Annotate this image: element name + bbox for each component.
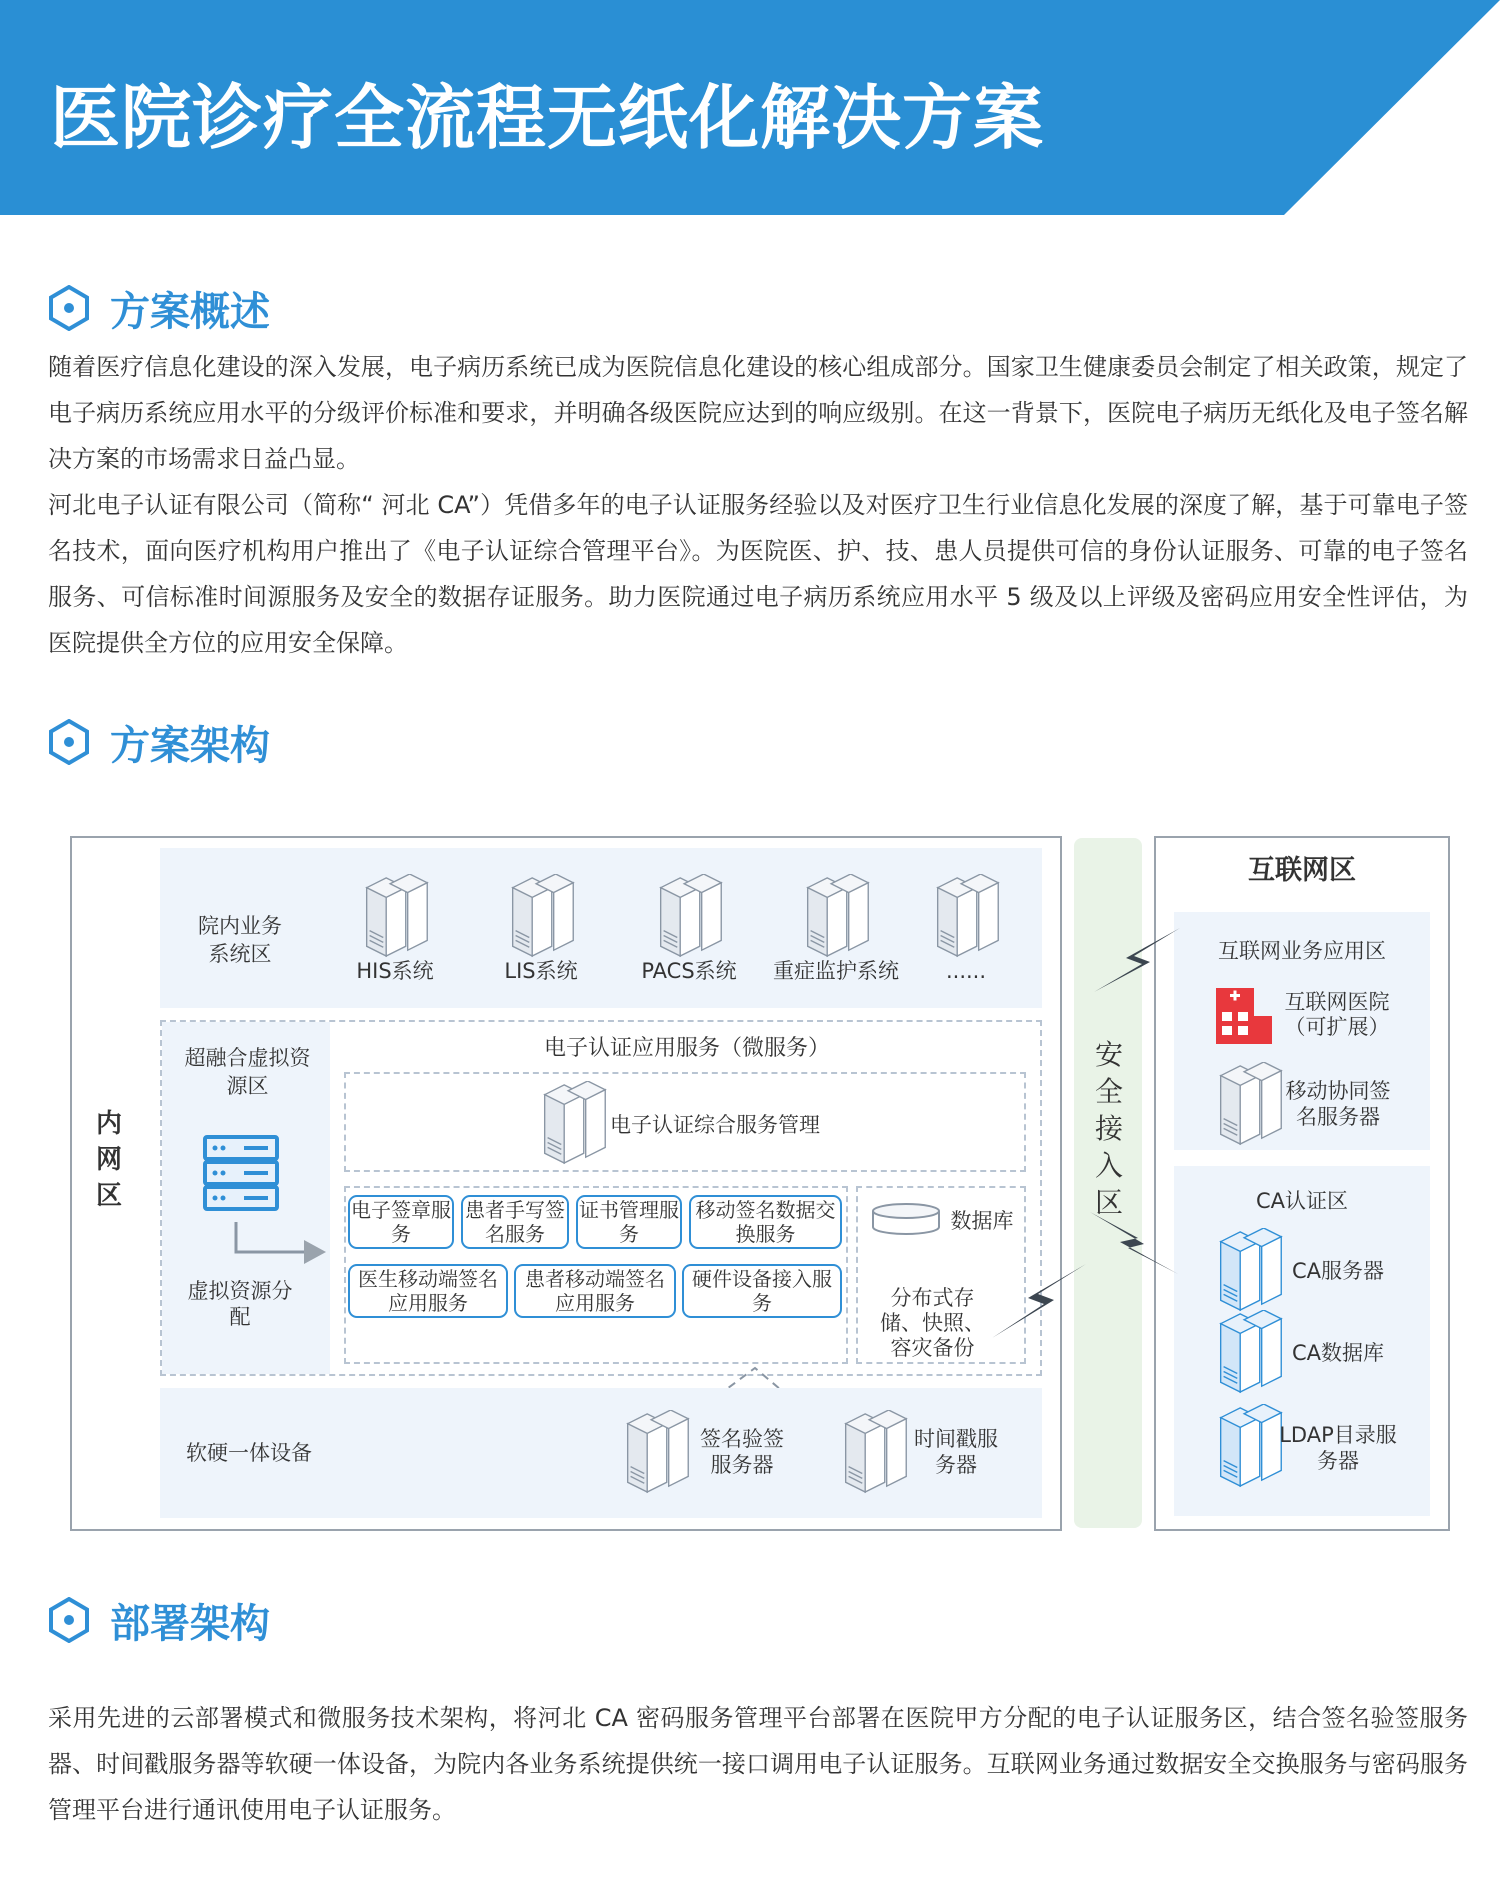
page-title: 医院诊疗全流程无纸化解决方案	[50, 77, 1044, 159]
device-timestamp: 时间戳服务器	[914, 1427, 998, 1477]
header-banner	[0, 0, 1500, 215]
mobile-sign-server-label: 移动协同签名服务器	[1285, 1079, 1391, 1129]
system-more: ......	[945, 959, 987, 983]
db-desc: 分布式存储、快照、容灾备份	[880, 1286, 985, 1360]
virtual-zone-label: 超融合虚拟资源区	[184, 1046, 311, 1098]
lightning-bolt-icon	[988, 1262, 1088, 1342]
his-server-icon	[360, 874, 430, 958]
hexagon-icon	[48, 285, 90, 331]
system-pacs: PACS系统	[641, 959, 737, 983]
ca-server-icon	[1214, 1228, 1284, 1312]
system-lis: LIS系统	[504, 959, 578, 983]
db-label: 数据库	[950, 1209, 1014, 1233]
system-his: HIS系统	[356, 959, 434, 983]
ca-database-icon	[1214, 1310, 1284, 1394]
section-overview-title: 方案概述	[110, 288, 270, 335]
service-patient-handwriting: 患者手写签名服务	[461, 1195, 569, 1249]
database-icon	[870, 1202, 942, 1236]
mobile-sign-server-icon	[1214, 1062, 1284, 1146]
ca-database-label: CA数据库	[1291, 1341, 1385, 1365]
service-mobile-exchange: 移动签名数据交换服务	[689, 1195, 842, 1249]
more-server-icon	[931, 874, 1001, 958]
architecture-diagram	[70, 836, 1450, 1531]
overview-paragraph-1: 随着医疗信息化建设的深入发展，电子病历系统已成为医院信息化建设的核心组成部分。国家卫生健康委员会制定了相关政策，规定了电子病历系统应用水平的分级评价标准和要求，并明确各级医院应达到的响应级别。在这一背景下，医院电子病历无纸化及电子签名解决方案的市场需求日益凸显。	[48, 353, 1468, 473]
ldap-server-label: LDAP目录服务器	[1279, 1423, 1397, 1473]
section-architecture-title: 方案架构	[110, 722, 270, 769]
ca-auth-zone-label: CA认证区	[1255, 1189, 1349, 1213]
pacs-server-icon	[654, 874, 724, 958]
timestamp-server-icon	[839, 1410, 909, 1494]
lightning-bolt-icon	[1088, 1208, 1180, 1278]
overview-paragraph-2: 河北电子认证有限公司（简称“ 河北 CA”）凭借多年的电子认证服务经验以及对医疗卫生行业信息化发展的深度了解，基于可靠电子签名技术，面向医疗机构用户推出了《电子认证综合管理平台》。为医院医、护、技、患人员提供可信的身份认证服务、可靠的电子签名服务、可信标准时间源服务及安全的数据存证服务。助力医院通过电子病历系统应用水平 5 级及以上评级及密码应用安全性评估，为医院提供全方位的应用安全保障。	[48, 491, 1468, 657]
business-systems-zone	[160, 848, 1042, 1008]
allocation-arrow-icon	[232, 1220, 332, 1272]
internet-hospital-label: 互联网医院（可扩展）	[1284, 990, 1390, 1039]
virtual-alloc-label: 虚拟资源分配	[187, 1279, 293, 1329]
service-e-seal: 电子签章服务	[348, 1195, 454, 1249]
section-deployment-header	[48, 1590, 270, 1650]
ca-server-label: CA服务器	[1291, 1259, 1385, 1283]
server-rack-icon	[202, 1134, 280, 1212]
security-zone-label: 安全接入区	[1094, 1038, 1123, 1219]
mgmt-server-icon	[538, 1081, 608, 1165]
hospital-icon	[1214, 988, 1274, 1044]
system-icu: 重症监护系统	[773, 959, 899, 983]
icu-server-icon	[801, 874, 871, 958]
section-deployment-title: 部署架构	[110, 1600, 270, 1647]
internet-app-zone-label: 互联网业务应用区	[1218, 939, 1386, 963]
business-zone-label: 院内业务系统区	[198, 914, 282, 966]
section-architecture-header	[48, 712, 270, 772]
sign-verify-server-icon	[621, 1410, 691, 1494]
hardware-zone-label: 软硬一体设备	[186, 1441, 312, 1465]
service-doctor-mobile-sign: 医生移动端签名应用服务	[348, 1264, 508, 1318]
ca-mgmt-label: 电子认证综合服务管理	[610, 1113, 820, 1137]
service-cert-mgmt: 证书管理服务	[576, 1195, 682, 1249]
ca-app-title: 电子认证应用服务（微服务）	[543, 1036, 830, 1061]
device-sign-verify: 签名验签服务器	[700, 1427, 784, 1477]
ldap-server-icon	[1214, 1404, 1284, 1488]
section-overview-header	[48, 278, 270, 338]
service-hardware-access: 硬件设备接入服务	[682, 1264, 842, 1318]
hexagon-icon	[48, 1597, 90, 1643]
service-patient-mobile-sign: 患者移动端签名应用服务	[514, 1264, 676, 1318]
internet-zone-title: 互联网区	[1248, 855, 1356, 886]
lis-server-icon	[506, 874, 576, 958]
hexagon-icon	[48, 719, 90, 765]
deployment-paragraph: 采用先进的云部署模式和微服务技术架构，将河北 CA 密码服务管理平台部署在医院甲方分配的电子认证服务区，结合签名验签服务器、时间戳服务器等软硬一体设备，为院内各业务系统提供统一接口调用电子认证服务。互联网业务通过数据安全交换服务与密码服务管理平台进行通讯使用电子认证服务。	[48, 1704, 1468, 1824]
intranet-label: 内网区	[95, 1109, 122, 1211]
lightning-bolt-icon	[1090, 926, 1182, 996]
